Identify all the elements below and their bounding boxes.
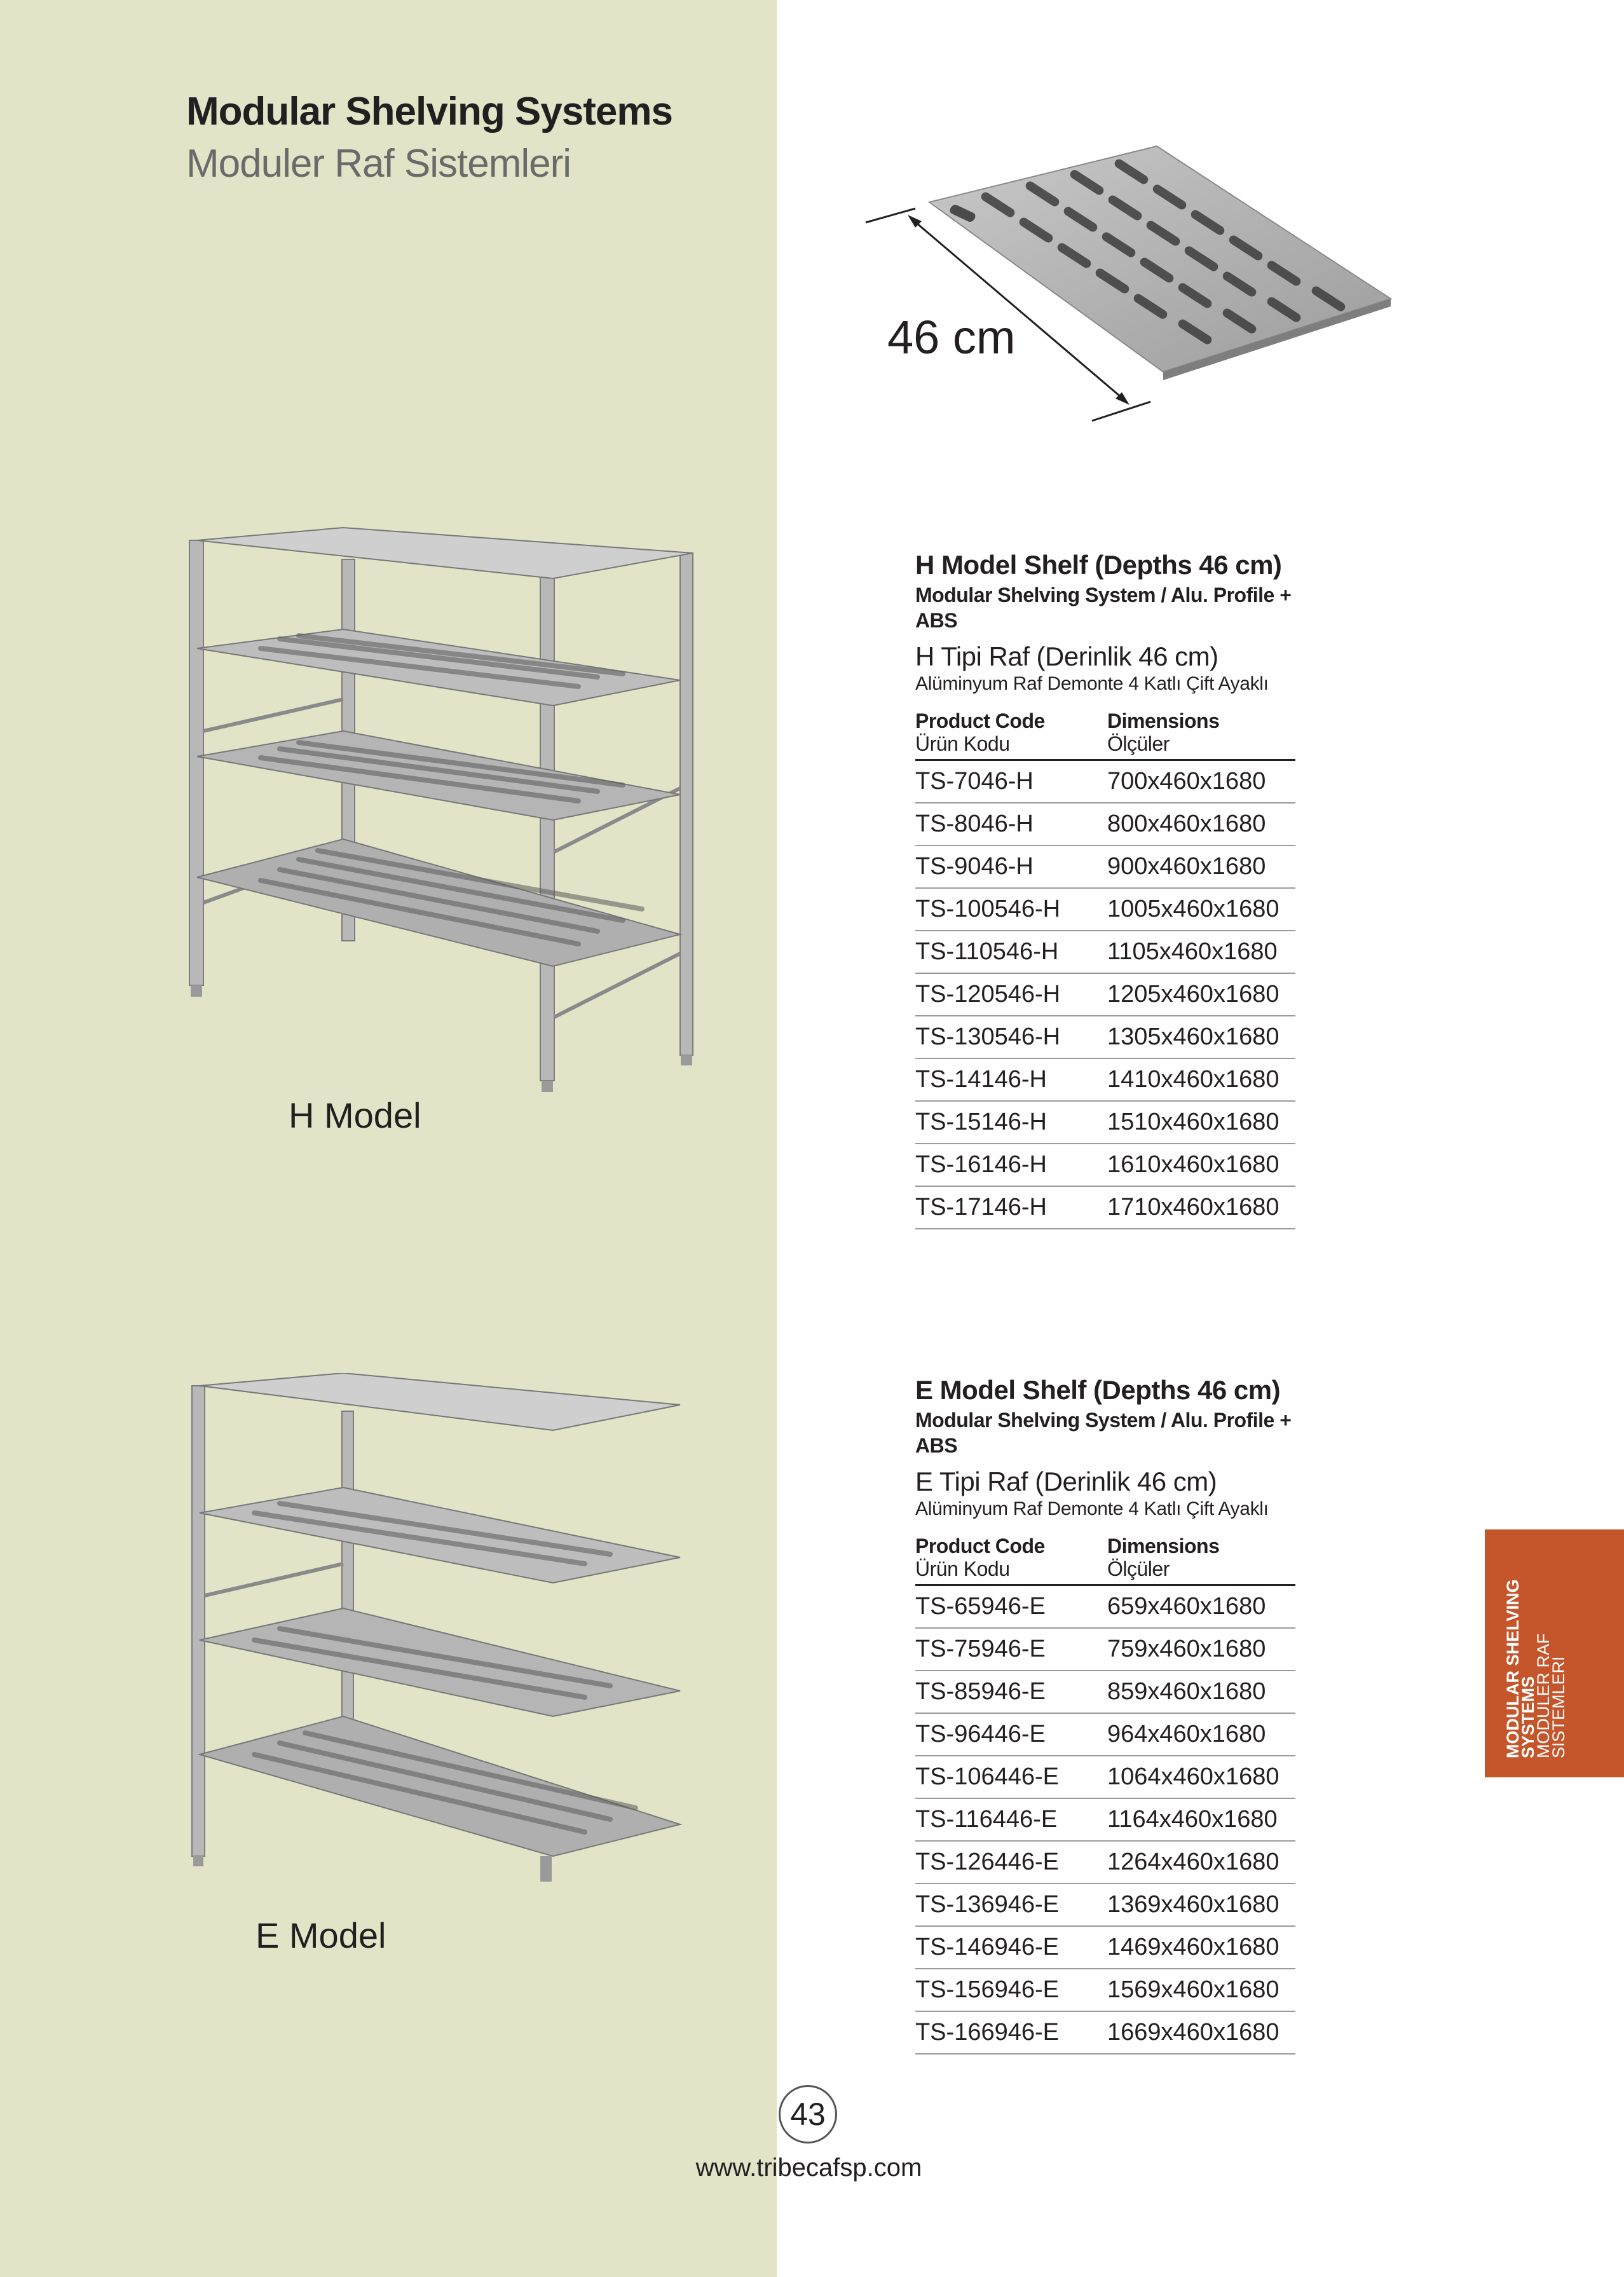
- h-model-spec: [915, 548, 1297, 1229]
- table-row: TS-156946-E 1569x460x1680: [915, 1969, 1295, 2011]
- h-model-heading-en: H Model Shelf (Depths 46 cm): [915, 550, 1282, 580]
- h-model-heading-tr: H Tipi Raf (Derinlik 46 cm): [915, 641, 1218, 671]
- table-row: TS-75946-E 759x460x1680: [915, 1628, 1295, 1671]
- table-row: TS-136946-E 1369x460x1680: [915, 1884, 1295, 1926]
- column-header-dimensions: Dimensions Ölçüler: [1107, 709, 1295, 760]
- e-model-label: E Model: [256, 1915, 386, 1955]
- e-model-sub-tr: Alüminyum Raf Demonte 4 Katlı Çift Ayaklı: [915, 1498, 1269, 1519]
- shelf-tile-illustration: [858, 140, 1398, 445]
- column-header-dimensions: Dimensions Ölçüler: [1107, 1535, 1295, 1585]
- column-header-code: Product Code Ürün Kodu: [915, 1535, 1107, 1585]
- table-row: TS-15146-H 1510x460x1680: [915, 1101, 1295, 1144]
- table-row: TS-146946-E 1469x460x1680: [915, 1926, 1295, 1969]
- table-row: TS-8046-H 800x460x1680: [915, 803, 1295, 845]
- page-title-en: Modular Shelving Systems: [186, 90, 672, 133]
- h-model-label: H Model: [289, 1095, 421, 1135]
- side-tab-line2: MODULER RAF SISTEMLERI: [1534, 1633, 1568, 1758]
- depth-dimension-label: 46 cm: [887, 311, 1016, 364]
- table-row: TS-126446-E 1264x460x1680: [915, 1841, 1295, 1884]
- page-title-tr: Moduler Raf Sistemleri: [186, 142, 571, 186]
- table-row: TS-116446-E 1164x460x1680: [915, 1798, 1295, 1841]
- h-model-shelf-illustration: [184, 521, 706, 1221]
- e-model-sub-en: Modular Shelving System / Alu. Profile + ABS: [915, 1409, 1292, 1457]
- e-model-heading-en: E Model Shelf (Depths 46 cm): [915, 1375, 1281, 1405]
- e-model-table: [915, 1535, 1295, 2055]
- e-model-spec: [915, 1373, 1297, 2055]
- table-row: TS-106446-E 1064x460x1680: [915, 1756, 1295, 1798]
- page-number: 43: [779, 2085, 837, 2144]
- table-row: TS-110546-H 1105x460x1680: [915, 931, 1295, 973]
- website-url: www.tribecafsp.com: [695, 2154, 922, 2182]
- table-row: TS-7046-H 700x460x1680: [915, 760, 1295, 803]
- table-row: TS-65946-E 659x460x1680: [915, 1585, 1295, 1629]
- e-model-heading-tr: E Tipi Raf (Derinlik 46 cm): [915, 1467, 1217, 1496]
- table-row: TS-96446-E 964x460x1680: [915, 1713, 1295, 1756]
- side-tab-line1: MODULAR SHELVING SYSTEMS: [1503, 1579, 1538, 1758]
- column-header-code: Product Code Ürün Kodu: [915, 709, 1107, 760]
- table-row: TS-14146-H 1410x460x1680: [915, 1058, 1295, 1101]
- table-row: TS-16146-H 1610x460x1680: [915, 1144, 1295, 1186]
- table-row: TS-166946-E 1669x460x1680: [915, 2011, 1295, 2054]
- h-model-table: [915, 709, 1295, 1229]
- section-side-tab: [1485, 1529, 1624, 1777]
- table-row: TS-9046-H 900x460x1680: [915, 845, 1295, 888]
- table-row: TS-85946-E 859x460x1680: [915, 1671, 1295, 1713]
- table-row: TS-120546-H 1205x460x1680: [915, 973, 1295, 1016]
- table-row: TS-130546-H 1305x460x1680: [915, 1016, 1295, 1058]
- table-row: TS-17146-H 1710x460x1680: [915, 1186, 1295, 1229]
- h-model-sub-tr: Alüminyum Raf Demonte 4 Katlı Çift Ayaklı: [915, 673, 1269, 694]
- table-row: TS-100546-H 1005x460x1680: [915, 888, 1295, 931]
- e-model-shelf-illustration: [184, 1373, 706, 1996]
- h-model-sub-en: Modular Shelving System / Alu. Profile + ABS: [915, 584, 1292, 632]
